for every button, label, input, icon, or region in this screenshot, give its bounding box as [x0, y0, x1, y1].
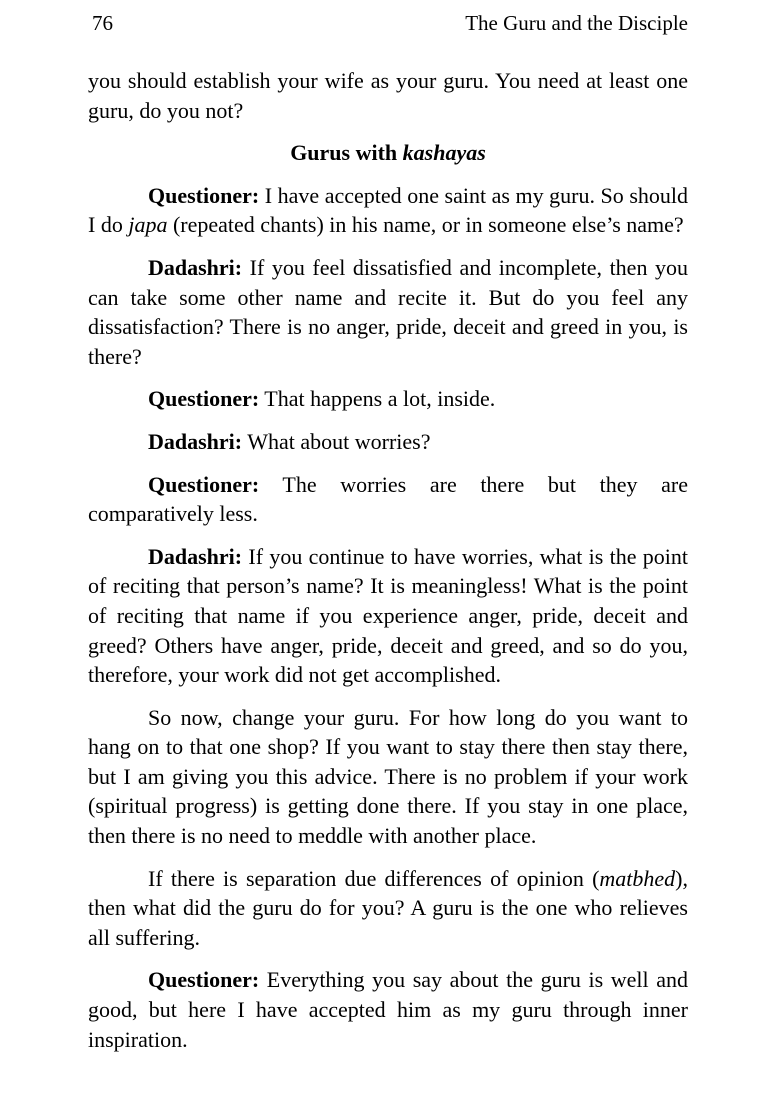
narrative-paragraph: If there is separation due differences of opinion (matbhed), then what did the guru do for you? A guru is the one who relieves all suffering.: [88, 865, 688, 950]
dialogue-paragraph: Questioner: That happens a lot, inside.: [148, 386, 496, 412]
dialogue-paragraph: Dadashri: If you feel dissatisfied and incomplete, then you can take some other name and recite it. But do you feel any dissatisfaction? There is no anger, pride, deceit and greed in you, is there?: [88, 254, 688, 369]
speaker-label: Questioner:: [148, 182, 260, 208]
running-header: [92, 10, 688, 36]
dialogue-paragraph: Dadashri: What about worries?: [148, 428, 431, 454]
speaker-label: Dadashri:: [148, 543, 243, 569]
section-heading-italic: kashayas: [402, 140, 486, 166]
narrative-paragraph: So now, change your guru. For how long do you want to hang on to that one shop? If you want to stay there then stay there, but I am giving you this advice. There is no problem if your work (spiritual progress) is getting done there. If you stay in one place, then there is no need to meddle with another place.: [88, 704, 688, 849]
speaker-label: Dadashri:: [148, 428, 243, 454]
page-number: 76: [92, 11, 113, 35]
speaker-label: Dadashri:: [148, 254, 243, 280]
book-title: The Guru and the Disciple: [465, 11, 688, 35]
speaker-label: Questioner:: [148, 386, 260, 412]
dialogue-paragraph: Dadashri: If you continue to have worries, what is the point of reciting that person’s name? It is meaningless! What is the point of reciting that name if you experience anger, pride, deceit and greed? Others have anger, pride, deceit and greed, and so do you, therefore, your work did not get accomplished.: [88, 543, 688, 688]
dialogue-paragraph: Questioner: Everything you say about the guru is well and good, but here I have accepted him as my guru through inner inspiration.: [88, 967, 688, 1052]
body-text: [88, 66, 688, 1067]
speaker-label: Questioner:: [148, 471, 260, 497]
paragraph-continued: you should establish your wife as your guru. You need at least one guru, do you not?: [88, 68, 688, 123]
dialogue-paragraph: Questioner: I have accepted one saint as my guru. So should I do japa (repeated chants) in his name, or in someone else’s name?: [88, 182, 688, 238]
speaker-label: Questioner:: [148, 967, 260, 993]
italic-term: japa: [128, 212, 168, 238]
italic-term: matbhed: [599, 865, 676, 891]
section-heading: Gurus with kashayas: [290, 140, 486, 166]
dialogue-paragraph: Questioner: The worries are there but they are comparatively less.: [88, 471, 688, 527]
